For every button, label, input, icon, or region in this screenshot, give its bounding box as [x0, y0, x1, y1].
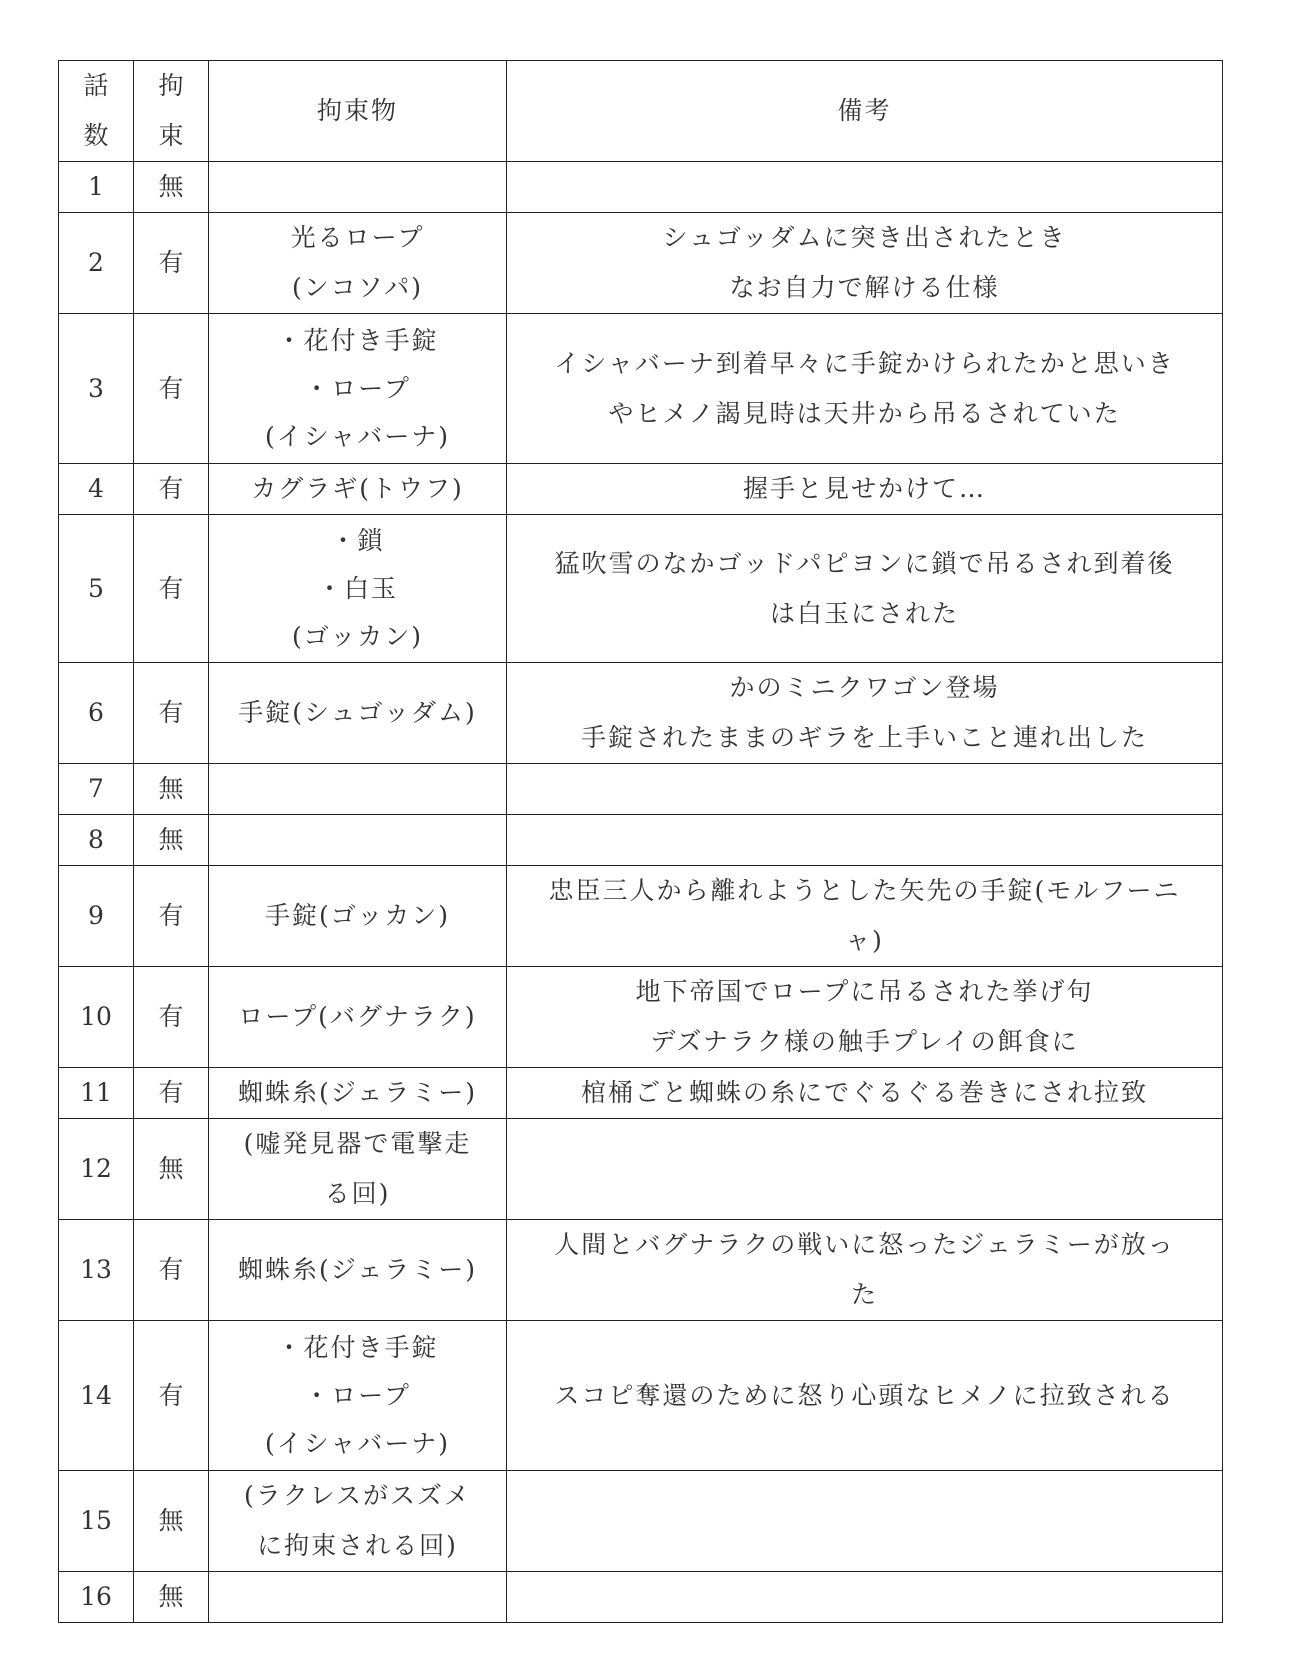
note-line: 人間とバグナラクの戦いに怒ったジェラミーが放っ	[554, 1230, 1175, 1259]
note-cell	[507, 1119, 1223, 1220]
restraint-flag: 有	[158, 573, 184, 603]
restraint-item-line: 手錠(ゴッカン)	[264, 901, 450, 930]
restraint-item-line: に拘束される回)	[257, 1531, 458, 1560]
restraint-item-line: ・花付き手錠	[276, 1332, 439, 1362]
header-text: 拘	[158, 71, 184, 100]
restraint-flag: 有	[158, 373, 184, 403]
restraint-item-line: (イシャバーナ)	[264, 421, 450, 451]
restraint-item-cell	[209, 663, 507, 764]
restraint-flag-cell	[134, 1220, 209, 1321]
restraint-item-cell	[209, 1068, 507, 1119]
note-line: 棺桶ごと蜘蛛の糸にでぐるぐる巻きにされ拉致	[580, 1078, 1148, 1107]
episode-number-cell	[59, 1119, 134, 1220]
restraint-item-line: (嘘発見器で電撃走	[243, 1129, 472, 1158]
restraint-flag: 有	[158, 901, 184, 930]
note-cell	[507, 663, 1223, 764]
restraint-item-line: ロープ(バグナラク)	[238, 1002, 477, 1031]
episode-table	[58, 60, 1223, 1623]
restraint-flag-cell	[134, 967, 209, 1068]
header-text: 束	[158, 121, 184, 150]
table-row	[59, 866, 1223, 967]
restraint-flag: 有	[158, 248, 184, 277]
restraint-item-cell	[209, 764, 507, 815]
restraint-flag-cell	[134, 764, 209, 815]
restraint-item-line: (イシャバーナ)	[264, 1428, 450, 1458]
restraint-flag-cell	[134, 1321, 209, 1471]
restraint-item-line: ・白玉	[316, 573, 398, 603]
episode-number-cell	[59, 815, 134, 866]
note-line: イシャバーナ到着早々に手錠かけられたかと思いき	[554, 348, 1175, 378]
restraint-item-line: カグラギ(トウフ)	[251, 474, 464, 503]
restraint-flag: 無	[158, 1506, 184, 1535]
table-row	[59, 1471, 1223, 1572]
restraint-item-line: ・ロープ	[304, 373, 411, 403]
note-line: 地下帝国でロープに吊るされた挙げ句	[635, 977, 1094, 1006]
note-line: 猛吹雪のなかゴッドパピヨンに鎖で吊るされ到着後	[554, 548, 1175, 578]
episode-number: 6	[88, 698, 104, 727]
note-line: なお自力で解ける仕様	[729, 273, 1000, 302]
restraint-item-line: (ゴッカン)	[291, 621, 423, 651]
note-line: やヒメノ謁見時は天井から吊るされていた	[608, 398, 1121, 428]
episode-number: 2	[88, 248, 104, 277]
episode-number-cell	[59, 866, 134, 967]
restraint-item-cell	[209, 1471, 507, 1572]
table-row	[59, 1068, 1223, 1119]
episode-number-cell	[59, 464, 134, 515]
note-cell	[507, 162, 1223, 213]
table-row	[59, 967, 1223, 1068]
note-line: ャ)	[845, 926, 884, 955]
table-body	[59, 162, 1223, 1623]
header-text: 拘束物	[316, 96, 398, 125]
note-line: スコピ奪還のために怒り心頭なヒメノに拉致される	[554, 1380, 1175, 1410]
restraint-flag: 有	[158, 1255, 184, 1284]
note-cell	[507, 1068, 1223, 1119]
note-cell	[507, 866, 1223, 967]
episode-number-cell	[59, 1572, 134, 1623]
restraint-item-cell	[209, 866, 507, 967]
header-cell-episode	[59, 61, 134, 162]
episode-number-cell	[59, 515, 134, 663]
restraint-flag-cell	[134, 1471, 209, 1572]
restraint-flag-cell	[134, 314, 209, 464]
table-row	[59, 314, 1223, 464]
note-cell	[507, 1321, 1223, 1471]
note-cell	[507, 213, 1223, 314]
restraint-flag-cell	[134, 663, 209, 764]
episode-number: 16	[80, 1582, 112, 1611]
episode-number: 8	[88, 825, 104, 854]
note-line: 忠臣三人から離れようとした矢先の手錠(モルフーニ	[548, 876, 1181, 905]
restraint-flag: 無	[158, 172, 184, 201]
restraint-flag: 無	[158, 774, 184, 803]
restraint-item-line: ・花付き手錠	[276, 325, 439, 355]
restraint-flag-cell	[134, 515, 209, 663]
restraint-flag-cell	[134, 162, 209, 213]
header-text: 数	[83, 121, 109, 150]
restraint-item-cell	[209, 314, 507, 464]
episode-number-cell	[59, 1321, 134, 1471]
episode-number-cell	[59, 1220, 134, 1321]
note-cell	[507, 515, 1223, 663]
note-line: 手錠されたままのギラを上手いこと連れ出した	[580, 723, 1148, 752]
episode-number-cell	[59, 764, 134, 815]
note-cell	[507, 764, 1223, 815]
restraint-item-cell	[209, 213, 507, 314]
episode-number-cell	[59, 1471, 134, 1572]
restraint-item-cell	[209, 1572, 507, 1623]
restraint-flag: 有	[158, 1380, 184, 1410]
table-row	[59, 515, 1223, 663]
header-text: 備考	[837, 96, 892, 125]
table-row	[59, 764, 1223, 815]
restraint-flag-cell	[134, 1068, 209, 1119]
restraint-flag-cell	[134, 1572, 209, 1623]
restraint-item-cell	[209, 1220, 507, 1321]
restraint-item-line: 蜘蛛糸(ジェラミー)	[237, 1255, 477, 1284]
episode-number: 12	[80, 1154, 112, 1183]
episode-number: 14	[80, 1380, 112, 1410]
restraint-item-cell	[209, 1119, 507, 1220]
restraint-item-cell	[209, 515, 507, 663]
table-row	[59, 213, 1223, 314]
episode-number: 7	[88, 774, 104, 803]
restraint-flag: 無	[158, 1154, 184, 1183]
header-row	[59, 61, 1223, 162]
note-cell	[507, 464, 1223, 515]
restraint-flag: 無	[158, 1582, 184, 1611]
episode-number: 4	[88, 474, 104, 503]
episode-number-cell	[59, 213, 134, 314]
restraint-item-line: 手錠(シュゴッダム)	[238, 698, 477, 727]
note-line: 握手と見せかけて…	[742, 474, 986, 503]
note-line: かのミニクワゴン登場	[729, 673, 1000, 702]
table-row	[59, 815, 1223, 866]
note-cell	[507, 314, 1223, 464]
episode-number: 13	[80, 1255, 112, 1284]
table-row	[59, 464, 1223, 515]
episode-number: 15	[80, 1506, 112, 1535]
restraint-flag-cell	[134, 866, 209, 967]
restraint-item-cell	[209, 815, 507, 866]
episode-number-cell	[59, 1068, 134, 1119]
restraint-flag-cell	[134, 815, 209, 866]
episode-number: 5	[88, 573, 104, 603]
restraint-flag: 有	[158, 1002, 184, 1031]
restraint-item-line: (ンコソパ)	[291, 273, 423, 302]
restraint-flag: 無	[158, 825, 184, 854]
table-row	[59, 162, 1223, 213]
episode-number-cell	[59, 967, 134, 1068]
restraint-item-line: 蜘蛛糸(ジェラミー)	[237, 1078, 477, 1107]
note-line: た	[850, 1280, 878, 1309]
restraint-flag-cell	[134, 213, 209, 314]
note-cell	[507, 815, 1223, 866]
restraint-item-cell	[209, 1321, 507, 1471]
note-line: は白玉にされた	[769, 598, 959, 628]
restraint-flag: 有	[158, 698, 184, 727]
restraint-flag: 有	[158, 1078, 184, 1107]
table-row	[59, 1119, 1223, 1220]
table-row	[59, 1321, 1223, 1471]
restraint-item-line: ・鎖	[330, 525, 385, 555]
note-line: デズナラク様の触手プレイの餌食に	[650, 1027, 1079, 1056]
note-cell	[507, 1220, 1223, 1321]
restraint-item-line: 光るロープ	[290, 223, 425, 252]
restraint-flag-cell	[134, 464, 209, 515]
episode-number: 9	[88, 901, 104, 930]
restraint-item-line: ・ロープ	[304, 1380, 411, 1410]
episode-number: 3	[88, 373, 104, 403]
note-cell	[507, 1572, 1223, 1623]
header-cell-item	[209, 61, 507, 162]
episode-number-cell	[59, 162, 134, 213]
note-line: シュゴッダムに突き出されたとき	[662, 223, 1067, 252]
header-cell-note	[507, 61, 1223, 162]
note-cell	[507, 1471, 1223, 1572]
restraint-item-cell	[209, 464, 507, 515]
note-cell	[507, 967, 1223, 1068]
restraint-flag-cell	[134, 1119, 209, 1220]
episode-number-cell	[59, 314, 134, 464]
table-row	[59, 1220, 1223, 1321]
restraint-item-line: (ラクレスがスズメ	[243, 1481, 471, 1510]
restraint-item-cell	[209, 162, 507, 213]
restraint-item-cell	[209, 967, 507, 1068]
table-row	[59, 1572, 1223, 1623]
episode-number: 1	[88, 172, 104, 201]
restraint-item-line: る回)	[324, 1179, 391, 1208]
header-cell-restraint	[134, 61, 209, 162]
episode-number: 11	[80, 1078, 112, 1107]
header-text: 話	[83, 71, 109, 100]
restraint-flag: 有	[158, 474, 184, 503]
episode-number: 10	[80, 1002, 112, 1031]
episode-number-cell	[59, 663, 134, 764]
table-row	[59, 663, 1223, 764]
